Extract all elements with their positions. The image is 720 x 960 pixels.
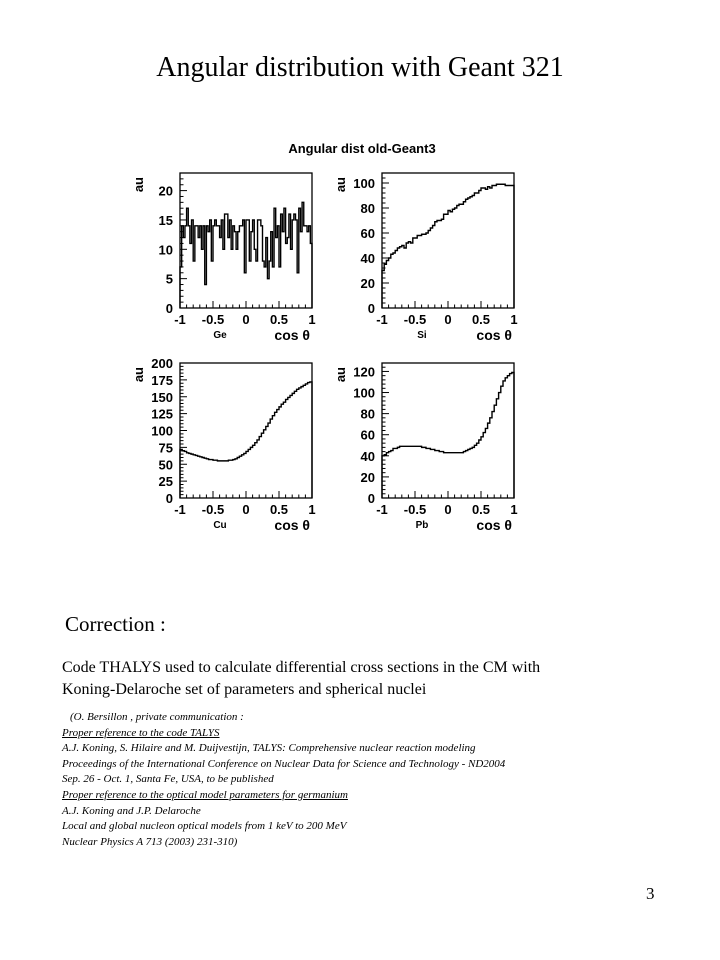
x-tick-label: -0.5 <box>403 502 427 517</box>
x-tick-label: -1 <box>174 502 186 517</box>
x-tick-label: -1 <box>376 502 388 517</box>
plot-frame <box>382 363 514 498</box>
y-tick-label: 20 <box>360 469 375 485</box>
histogram-series <box>382 372 514 498</box>
x-tick-label: -0.5 <box>201 502 225 517</box>
y-tick-label: 200 <box>151 356 173 371</box>
description-line-2: Koning-Delaroche set of parameters and spherical nuclei <box>62 681 427 698</box>
x-tick-label: 0 <box>444 502 452 517</box>
description <box>62 657 702 701</box>
y-axis-label: au <box>333 177 348 193</box>
reference-line: (O. Bersillon , private communication : <box>70 711 244 723</box>
x-tick-label: -1 <box>376 312 388 327</box>
x-tick-label: -0.5 <box>403 312 427 327</box>
y-axis-label: au <box>131 367 146 383</box>
plot-frame <box>382 173 514 308</box>
y-tick-label: 100 <box>353 385 375 401</box>
y-tick-label: 125 <box>151 406 173 422</box>
x-tick-label: 1 <box>308 312 316 327</box>
x-tick-label: 0 <box>242 502 250 517</box>
element-label: Pb <box>415 520 429 531</box>
x-tick-label: 0.5 <box>269 312 289 327</box>
x-axis-label: cos θ <box>274 517 310 533</box>
y-tick-label: 60 <box>360 427 375 443</box>
y-tick-label: 40 <box>360 251 375 266</box>
y-tick-label: 10 <box>158 242 173 258</box>
y-axis-label: au <box>131 177 146 193</box>
x-tick-label: 1 <box>510 502 518 517</box>
description-line-1: Code THALYS used to calculate differential cross sections in the CM with <box>62 659 541 676</box>
histogram-figure <box>130 135 560 565</box>
reference-line: Local and global nucleon optical models from 1 keV to 200 MeV <box>62 820 347 833</box>
y-tick-label: 25 <box>158 474 173 490</box>
panel-si <box>333 173 518 343</box>
reference-line: A.J. Koning, S. Hilaire and M. Duijvestijn, TALYS: Comprehensive nuclear reaction modeling <box>62 742 476 755</box>
x-tick-label: 0.5 <box>471 312 491 327</box>
x-tick-label: 1 <box>510 312 518 327</box>
element-label: Si <box>417 330 427 341</box>
y-tick-label: 175 <box>151 372 173 388</box>
y-tick-label: 20 <box>360 276 375 291</box>
y-tick-label: 0 <box>165 301 173 316</box>
reference-line: Proper reference to the optical model parameters for germanium <box>62 788 348 801</box>
panel-ge <box>131 173 316 343</box>
x-tick-label: -1 <box>174 312 186 327</box>
y-tick-label: 0 <box>367 301 375 316</box>
y-tick-label: 0 <box>367 491 375 506</box>
y-tick-label: 120 <box>353 364 375 380</box>
y-tick-label: 0 <box>165 491 173 506</box>
reference-line: A.J. Koning and J.P. Delaroche <box>62 804 201 817</box>
x-tick-label: -0.5 <box>201 312 225 327</box>
x-tick-label: 1 <box>308 502 316 517</box>
element-label: Cu <box>213 520 227 531</box>
histogram-series <box>382 184 514 308</box>
y-tick-label: 5 <box>165 271 173 287</box>
page-title: Angular distribution with Geant 321 <box>156 52 564 83</box>
correction-label: Correction : <box>65 612 166 636</box>
y-tick-label: 100 <box>353 176 375 191</box>
y-tick-label: 80 <box>360 406 375 422</box>
y-tick-label: 15 <box>158 212 173 228</box>
y-tick-label: 75 <box>158 440 173 456</box>
references <box>62 710 505 850</box>
histogram-series <box>180 382 312 498</box>
x-tick-label: 0.5 <box>471 502 491 517</box>
x-axis-label: cos θ <box>476 517 512 533</box>
figure-title: Angular dist old-Geant3 <box>288 141 436 156</box>
x-tick-label: 0.5 <box>269 502 289 517</box>
y-tick-label: 20 <box>158 183 173 199</box>
y-axis-label: au <box>333 367 348 383</box>
y-tick-label: 50 <box>158 457 173 473</box>
y-tick-label: 100 <box>151 423 173 439</box>
reference-line: Sep. 26 - Oct. 1, Santa Fe, USA, to be published <box>62 773 274 786</box>
x-axis-label: cos θ <box>476 327 512 343</box>
panel-pb <box>333 363 518 533</box>
slide-number: 3 <box>646 884 655 903</box>
x-tick-label: 0 <box>444 312 452 327</box>
y-tick-label: 40 <box>360 448 375 464</box>
x-tick-label: 0 <box>242 312 250 327</box>
reference-line: Proceedings of the International Conference on Nuclear Data for Science and Technology - ND2004 <box>62 757 506 770</box>
panel-cu <box>131 356 316 533</box>
reference-line: Nuclear Physics A 713 (2003) 231-310) <box>62 835 238 848</box>
reference-line: Proper reference to the code TALYS <box>62 726 220 739</box>
x-axis-label: cos θ <box>274 327 310 343</box>
y-tick-label: 60 <box>360 226 375 241</box>
y-tick-label: 80 <box>360 201 375 216</box>
plot-frame <box>180 363 312 498</box>
y-tick-label: 150 <box>151 389 173 405</box>
histogram-series <box>180 202 312 308</box>
element-label: Ge <box>213 330 227 341</box>
